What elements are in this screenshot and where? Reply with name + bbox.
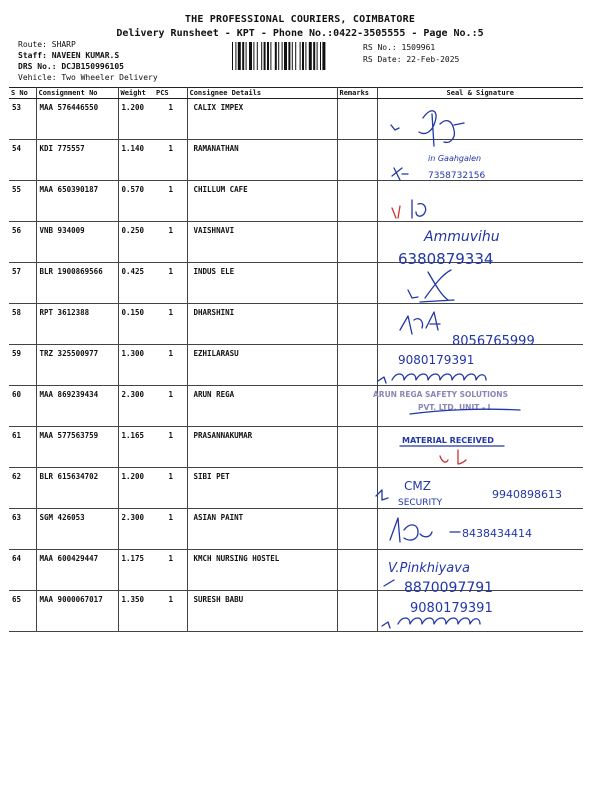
cell-sno: 63 [9, 509, 36, 550]
cell-weight: 1.165 [118, 427, 154, 468]
cell-seal [377, 468, 583, 509]
cell-consignee: VAISHNAVI [187, 222, 337, 263]
table-row [9, 550, 583, 591]
cell-remarks [337, 550, 377, 591]
col-header-weight: Weight [118, 88, 154, 99]
cell-weight: 0.425 [118, 263, 154, 304]
cell-consignee: RAMANATHAN [187, 140, 337, 181]
cell-sno: 59 [9, 345, 36, 386]
barcode-bar [288, 42, 290, 70]
runsheet-meta-left [18, 39, 158, 83]
cell-pcs: 1 [154, 222, 187, 263]
barcode-bar [320, 42, 321, 70]
barcode-bar [309, 42, 312, 70]
material-received-stamp: MATERIAL RECEIVED [402, 436, 494, 445]
table-row [9, 509, 583, 550]
handwritten-phone: 9080179391 [410, 601, 493, 616]
handwritten-name: in Gaahgalen [428, 154, 482, 163]
cell-seal [377, 509, 583, 550]
cell-consignee: PRASANNAKUMAR [187, 427, 337, 468]
cell-consignment: TRZ 325500977 [36, 345, 118, 386]
cell-seal [377, 427, 583, 468]
barcode-bar [322, 42, 325, 70]
handwritten-phone: 6380879334 [398, 250, 494, 268]
cell-pcs: 1 [154, 140, 187, 181]
vehicle-text: Vehicle: Two Wheeler Delivery [18, 73, 158, 82]
handwritten-phone: 8438434414 [462, 527, 532, 540]
cell-pcs: 1 [154, 591, 187, 632]
table-row [9, 427, 583, 468]
cell-consignee: SIBI PET [187, 468, 337, 509]
cell-consignee: SURESH BABU [187, 591, 337, 632]
barcode-bar [282, 42, 283, 70]
cell-sno: 56 [9, 222, 36, 263]
cell-weight: 1.200 [118, 99, 154, 140]
cell-pcs: 1 [154, 386, 187, 427]
table-row [9, 99, 583, 140]
cell-weight: 0.250 [118, 222, 154, 263]
handwritten-phone: 9080179391 [398, 353, 475, 367]
barcode-bar [232, 42, 233, 70]
table-row [9, 181, 583, 222]
barcode-bar [261, 42, 262, 70]
cell-remarks [337, 591, 377, 632]
barcode-bar [270, 42, 271, 70]
cell-remarks [337, 263, 377, 304]
barcode-bar [302, 42, 304, 70]
cell-seal [377, 345, 583, 386]
cell-pcs: 1 [154, 181, 187, 222]
cell-seal [377, 99, 583, 140]
cell-remarks [337, 99, 377, 140]
cell-remarks [337, 222, 377, 263]
cell-weight: 0.150 [118, 304, 154, 345]
cell-weight: 1.300 [118, 345, 154, 386]
barcode-bar [295, 42, 296, 70]
cell-seal [377, 222, 583, 263]
barcode-bar [235, 42, 236, 70]
table-row [9, 345, 583, 386]
cell-remarks [337, 386, 377, 427]
cell-sno: 62 [9, 468, 36, 509]
col-header-consignee: Consignee Details [187, 88, 337, 99]
cell-remarks [337, 509, 377, 550]
cell-seal [377, 386, 583, 427]
company-title: THE PROFESSIONAL COURIERS, COIMBATORE [184, 14, 416, 25]
cell-consignment: MAA 869239434 [36, 386, 118, 427]
route-text: Route: SHARP [18, 40, 76, 49]
cell-consignee: CHILLUM CAFE [187, 181, 337, 222]
table-row [9, 222, 583, 263]
table-row [9, 263, 583, 304]
cell-consignee: CALIX IMPEX [187, 99, 337, 140]
cell-seal [377, 140, 583, 181]
cell-seal [377, 181, 583, 222]
staff-text: Staff: NAVEEN KUMAR.S [18, 51, 120, 60]
cell-remarks [337, 140, 377, 181]
cell-remarks [337, 468, 377, 509]
barcode-bar [305, 42, 306, 70]
barcode-bar [242, 42, 244, 70]
cell-pcs: 1 [154, 99, 187, 140]
cell-consignment: BLR 1900869566 [36, 263, 118, 304]
runsheet-table [9, 87, 583, 632]
cell-seal [377, 550, 583, 591]
cell-weight: 2.300 [118, 509, 154, 550]
handwritten-phone: 8870097791 [404, 580, 494, 596]
handwritten-phone: 7358732156 [428, 171, 486, 181]
cell-sno: 64 [9, 550, 36, 591]
cell-consignee: DHARSHINI [187, 304, 337, 345]
table-header-row [9, 88, 583, 99]
runsheet-meta-right [363, 42, 459, 66]
cell-pcs: 1 [154, 468, 187, 509]
col-header-seal: Seal & Signature [377, 88, 583, 99]
col-header-pcs: PCS [154, 88, 187, 99]
barcode-bar [267, 42, 269, 70]
barcode-bar [249, 42, 252, 70]
cell-pcs: 1 [154, 509, 187, 550]
cell-remarks [337, 304, 377, 345]
rs-number-text: RS No.: 1509961 [363, 43, 436, 52]
barcode-bar [313, 42, 315, 70]
handwritten-name: CMZ [404, 479, 431, 493]
table-row [9, 591, 583, 632]
cell-sno: 54 [9, 140, 36, 181]
barcode-bar [264, 42, 266, 70]
col-header-consignment: Consignment No [36, 88, 118, 99]
cell-remarks [337, 181, 377, 222]
cell-seal [377, 263, 583, 304]
handwritten-phone: 8056765999 [452, 334, 535, 349]
handwritten-name: V.Pinkhiyava [388, 561, 470, 576]
handwritten-label: SECURITY [398, 498, 443, 508]
barcode-bar [257, 42, 258, 70]
cell-remarks [337, 345, 377, 386]
cell-consignment: MAA 577563759 [36, 427, 118, 468]
cell-sno: 65 [9, 591, 36, 632]
cell-seal [377, 591, 583, 632]
cell-sno: 61 [9, 427, 36, 468]
barcode-bar [246, 42, 247, 70]
cell-weight: 1.350 [118, 591, 154, 632]
cell-consignment: MAA 600429447 [36, 550, 118, 591]
cell-pcs: 1 [154, 304, 187, 345]
cell-sno: 60 [9, 386, 36, 427]
barcode-bar [292, 42, 293, 70]
cell-weight: 1.175 [118, 550, 154, 591]
table-row [9, 386, 583, 427]
barcode-image [232, 42, 356, 70]
table-row [9, 468, 583, 509]
cell-consignee: EZHILARASU [187, 345, 337, 386]
col-header-remarks: Remarks [337, 88, 377, 99]
handwritten-phone: 9940898613 [492, 488, 562, 501]
table-row [9, 304, 583, 345]
cell-pcs: 1 [154, 263, 187, 304]
cell-pcs: 1 [154, 427, 187, 468]
cell-sno: 53 [9, 99, 36, 140]
cell-sno: 58 [9, 304, 36, 345]
cell-consignment: BLR 615634702 [36, 468, 118, 509]
cell-consignment: VNB 934009 [36, 222, 118, 263]
company-stamp-line1: ARUN REGA SAFETY SOLUTIONS [373, 390, 508, 399]
cell-weight: 2.300 [118, 386, 154, 427]
cell-weight: 0.570 [118, 181, 154, 222]
barcode-bar [253, 42, 254, 70]
cell-pcs: 1 [154, 550, 187, 591]
cell-consignee: INDUS ELE [187, 263, 337, 304]
cell-consignment: RPT 3612388 [36, 304, 118, 345]
rs-date-text: RS Date: 22-Feb-2025 [363, 55, 460, 64]
barcode-bar [284, 42, 287, 70]
cell-consignment: KDI 775557 [36, 140, 118, 181]
cell-remarks [337, 427, 377, 468]
cell-weight: 1.200 [118, 468, 154, 509]
cell-sno: 57 [9, 263, 36, 304]
cell-consignee: ASIAN PAINT [187, 509, 337, 550]
company-stamp-line2: PVT. LTD. UNIT - I [418, 403, 491, 412]
cell-sno: 55 [9, 181, 36, 222]
barcode-bar [275, 42, 277, 70]
cell-pcs: 1 [154, 345, 187, 386]
cell-consignment: MAA 650390187 [36, 181, 118, 222]
cell-seal [377, 304, 583, 345]
drs-number-text: DRS No.: DCJB150996105 [18, 62, 124, 71]
barcode-bar [278, 42, 279, 70]
col-header-sno: S No [9, 88, 36, 99]
cell-weight: 1.140 [118, 140, 154, 181]
cell-consignee: KMCH NURSING HOSTEL [187, 550, 337, 591]
cell-consignee: ARUN REGA [187, 386, 337, 427]
cell-consignment: MAA 9000067017 [36, 591, 118, 632]
handwritten-name: Ammuvihu [424, 229, 500, 245]
cell-consignment: MAA 576446550 [36, 99, 118, 140]
barcode-bar [300, 42, 301, 70]
runsheet-title: Delivery Runsheet - KPT - Phone No.:0422-3505555 - Page No.:5 [116, 28, 484, 39]
table-row [9, 140, 583, 181]
cell-consignment: SGM 426053 [36, 509, 118, 550]
barcode-bar [238, 42, 241, 70]
barcode-bar [317, 42, 318, 70]
